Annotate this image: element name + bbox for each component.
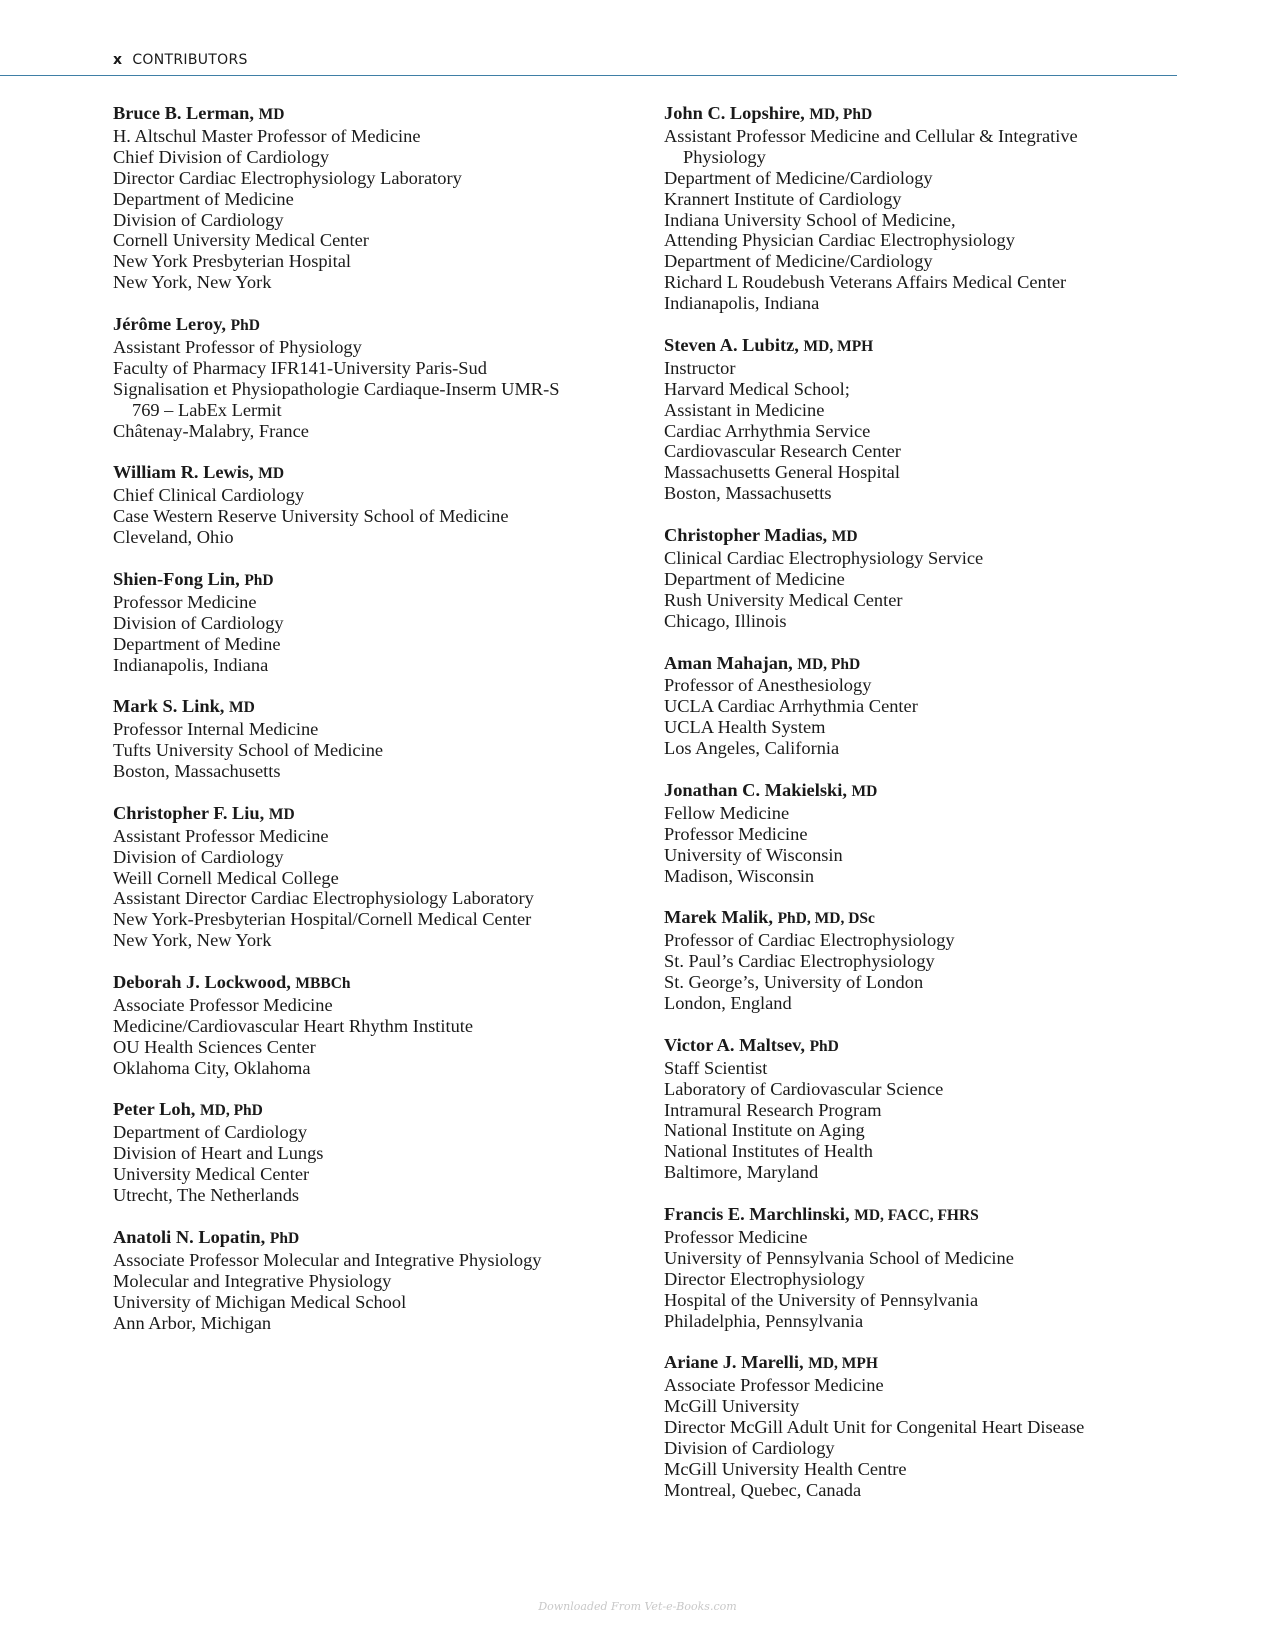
contributor-name: Francis E. Marchlinski, — [664, 1204, 850, 1225]
contributor-credentials: MBBCh — [295, 975, 351, 993]
affiliation-line: Department of Medicine/Cardiology — [664, 167, 933, 188]
contributor-name: Jonathan C. Makielski, — [664, 779, 847, 800]
contributor-entry — [664, 907, 1264, 1014]
affiliation-line: Department of Medicine/Cardiology — [664, 251, 933, 272]
affiliation-line: Laboratory of Cardiovascular Science — [664, 1078, 944, 1099]
contributor-credentials: MD — [851, 782, 878, 800]
contributor-name-line — [664, 335, 1264, 358]
affiliation-line: Montreal, Quebec, Canada — [664, 1479, 862, 1500]
affiliation-line: Department of Medine — [113, 633, 281, 654]
contributor-credentials: MD — [258, 106, 285, 123]
affiliation-line: Madison, Wisconsin — [664, 865, 815, 886]
contributor-entry — [664, 335, 1264, 504]
affiliation-line: St. George’s, University of London — [664, 972, 924, 993]
contributor-entry — [664, 780, 1264, 887]
contributor-entry — [664, 1035, 1264, 1183]
contributor-name: Marek Malik, — [664, 907, 773, 928]
affiliation-line: Assistant Director Cardiac Electrophysiology Laboratory — [113, 888, 534, 909]
affiliation-line: Cardiac Arrhythmia Service — [664, 420, 871, 441]
contributor-entry — [113, 803, 633, 951]
affiliation-line: Signalisation et Physiopathologie Cardiaque-Inserm UMR-S — [113, 378, 560, 399]
affiliation-line: Weill Cornell Medical College — [113, 867, 339, 888]
affiliation-line: St. Paul’s Cardiac Electrophysiology — [664, 951, 935, 972]
affiliation-line: London, England — [664, 992, 792, 1013]
affiliation-line: Faculty of Pharmacy IFR141-University Paris-Sud — [113, 357, 487, 378]
affiliation-line: Cleveland, Ohio — [113, 527, 234, 548]
affiliation-line: Division of Cardiology — [113, 209, 284, 230]
contributor-entry — [664, 103, 1264, 314]
affiliation-line: Philadelphia, Pennsylvania — [664, 1310, 864, 1331]
contributor-entry — [664, 653, 1264, 760]
contributor-name-line — [113, 696, 633, 719]
affiliation-line: Division of Heart and Lungs — [113, 1143, 324, 1164]
contributor-name-line — [664, 1204, 1264, 1227]
contributors-right-column — [664, 103, 1264, 1522]
contributor-name-line — [664, 653, 1264, 676]
affiliation-line: Director Electrophysiology — [664, 1268, 865, 1289]
contributor-credentials: PhD, MD, DSc — [777, 910, 875, 928]
contributor-name: Shien-Fong Lin, — [113, 568, 240, 589]
contributor-name-line — [664, 780, 1264, 803]
affiliation-line: McGill University — [664, 1396, 800, 1417]
contributor-credentials: MD, MPH — [803, 337, 874, 355]
affiliation-line: Harvard Medical School; — [664, 378, 850, 399]
contributor-credentials: MD — [831, 528, 858, 546]
affiliation-line: Director Cardiac Electrophysiology Laboratory — [113, 167, 462, 188]
affiliation-line: Chief Clinical Cardiology — [113, 485, 305, 506]
affiliation-line: Boston, Massachusetts — [664, 483, 832, 504]
contributor-name-line — [113, 462, 633, 485]
contributor-entry — [113, 1227, 633, 1334]
affiliation-line: Assistant Professor Medicine and Cellular & Integrative — [664, 125, 1078, 146]
affiliation-line: Division of Cardiology — [664, 1437, 835, 1458]
contributor-entry — [664, 525, 1264, 632]
footer-watermark: Downloaded From Vet-e-Books.com — [538, 1600, 737, 1613]
affiliation-line: New York-Presbyterian Hospital/Cornell Medical Center — [113, 909, 532, 930]
affiliation-line: Clinical Cardiac Electrophysiology Service — [664, 548, 984, 568]
contributor-name: William R. Lewis, — [113, 462, 254, 483]
contributor-name: Jérôme Leroy, — [113, 314, 227, 335]
affiliation-line: Tufts University School of Medicine — [113, 740, 384, 761]
affiliation-line: National Institute on Aging — [664, 1120, 865, 1141]
contributor-name-line — [664, 907, 1264, 930]
affiliation-line: Professor of Anesthesiology — [664, 675, 872, 696]
contributor-entry — [113, 972, 633, 1079]
contributor-name: John C. Lopshire, — [664, 103, 805, 123]
affiliation-line: Indianapolis, Indiana — [113, 654, 269, 675]
contributor-name-line — [113, 1099, 633, 1122]
contributor-credentials: PhD — [244, 571, 274, 589]
contributor-credentials: MD, PhD — [200, 1102, 263, 1120]
affiliation-line: Division of Cardiology — [113, 846, 284, 867]
affiliation-line: Medicine/Cardiovascular Heart Rhythm Institute — [113, 1015, 474, 1036]
contributor-credentials: MD, FACC, FHRS — [854, 1207, 979, 1225]
contributor-name: Christopher F. Liu, — [113, 802, 265, 823]
affiliation-line: Staff Scientist — [664, 1057, 768, 1078]
affiliation-line: Attending Physician Cardiac Electrophysiology — [664, 230, 1015, 251]
contributor-name-line — [113, 569, 633, 592]
affiliation-line: Director McGill Adult Unit for Congenital Heart Disease — [664, 1417, 1085, 1438]
contributor-name-line — [664, 103, 1264, 126]
contributor-entry — [664, 1352, 1264, 1500]
affiliation-line: UCLA Cardiac Arrhythmia Center — [664, 696, 918, 717]
contributor-name: Mark S. Link, — [113, 696, 225, 717]
affiliation-line: University of Wisconsin — [664, 844, 843, 865]
contributor-name: Aman Mahajan, — [664, 652, 793, 673]
contributor-credentials: MD — [229, 699, 255, 717]
header-rule — [0, 75, 1177, 76]
affiliation-line: Cornell University Medical Center — [113, 230, 369, 251]
contributor-credentials: MD, MPH — [808, 1355, 878, 1373]
contributor-name: Steven A. Lubitz, — [664, 334, 799, 355]
affiliation-line: Associate Professor Medicine — [664, 1375, 884, 1396]
affiliation-line: UCLA Health System — [664, 717, 826, 738]
contributor-name: Christopher Madias, — [664, 525, 828, 546]
affiliation-line: National Institutes of Health — [664, 1141, 873, 1162]
affiliation-line: New York, New York — [113, 272, 272, 293]
affiliation-line: New York Presbyterian Hospital — [113, 251, 352, 272]
affiliation-line: Professor Internal Medicine — [113, 719, 319, 740]
affiliation-line: Oklahoma City, Oklahoma — [113, 1057, 311, 1078]
affiliation-line: Department of Medicine — [664, 568, 845, 589]
contributor-name: Deborah J. Lockwood, — [113, 972, 291, 993]
contributor-entry — [113, 314, 633, 441]
contributor-credentials: MD — [258, 465, 285, 483]
contributor-credentials: PhD — [230, 317, 260, 335]
affiliation-line: Associate Professor Medicine — [113, 994, 333, 1015]
contributor-name-line — [113, 314, 633, 337]
affiliation-line: Division of Cardiology — [113, 612, 284, 633]
contributor-entry — [113, 462, 633, 548]
contributor-credentials: MD — [268, 805, 295, 823]
contributor-entry — [664, 1204, 1264, 1331]
contributor-name-line — [664, 1352, 1264, 1375]
contributor-name-line — [664, 525, 1264, 548]
affiliation-line: Hospital of the University of Pennsylvania — [664, 1289, 979, 1310]
page-number: x — [113, 52, 123, 68]
affiliation-line: Indiana University School of Medicine, — [664, 209, 956, 230]
affiliation-line: Professor Medicine — [113, 591, 257, 612]
contributor-name: Victor A. Maltsev, — [664, 1034, 805, 1055]
affiliation-line: Associate Professor Molecular and Integrative Physiology — [113, 1249, 542, 1270]
affiliation-line: Indianapolis, Indiana — [664, 293, 820, 314]
affiliation-line: Molecular and Integrative Physiology — [113, 1270, 392, 1291]
affiliation-line: University of Michigan Medical School — [113, 1291, 407, 1312]
contributor-name: Peter Loh, — [113, 1099, 196, 1120]
contributor-name-line — [113, 803, 633, 826]
affiliation-line: Case Western Reserve University School of Medicine — [113, 506, 509, 527]
affiliation-line: Department of Medicine — [113, 188, 294, 209]
affiliation-line: Professor Medicine — [664, 1226, 808, 1247]
affiliation-line: Department of Cardiology — [113, 1122, 308, 1143]
affiliation-line: Instructor — [664, 357, 736, 378]
contributor-credentials: PhD — [269, 1229, 300, 1247]
contributor-entry — [113, 696, 633, 782]
affiliation-line: 769 – LabEx Lermit — [132, 399, 282, 420]
contributor-name: Bruce B. Lerman, — [113, 103, 254, 123]
contributor-entry — [113, 103, 633, 293]
affiliation-line: Assistant Professor Medicine — [113, 825, 329, 846]
contributor-name-line — [113, 1227, 633, 1250]
contributor-name-line — [113, 972, 633, 995]
affiliation-line: Boston, Massachusetts — [113, 761, 281, 782]
affiliation-line: Massachusetts General Hospital — [664, 462, 900, 483]
affiliation-line: Los Angeles, California — [664, 738, 840, 759]
affiliation-line: Krannert Institute of Cardiology — [664, 188, 902, 209]
affiliation-line: Professor of Cardiac Electrophysiology — [664, 930, 955, 951]
affiliation-line: Physiology — [683, 146, 766, 167]
affiliation-line: OU Health Sciences Center — [113, 1036, 316, 1057]
contributor-credentials: MD, PhD — [809, 106, 873, 123]
affiliation-line: Richard L Roudebush Veterans Affairs Medical Center — [664, 272, 1067, 293]
contributors-left-column — [113, 103, 633, 1354]
affiliation-line: University Medical Center — [113, 1164, 310, 1185]
affiliation-line: University of Pennsylvania School of Medicine — [664, 1247, 1014, 1268]
affiliation-line: Assistant Professor of Physiology — [113, 336, 362, 357]
affiliation-line: New York, New York — [113, 930, 272, 951]
contributor-entry — [113, 1099, 633, 1206]
running-header — [113, 52, 248, 68]
contributor-credentials: PhD — [809, 1037, 839, 1055]
contributor-name-line — [113, 103, 633, 126]
affiliation-line: McGill University Health Centre — [664, 1458, 907, 1479]
affiliation-line: Chief Division of Cardiology — [113, 146, 330, 167]
affiliation-line: Chicago, Illinois — [664, 610, 787, 631]
affiliation-line: Assistant in Medicine — [664, 399, 825, 420]
contributor-name: Ariane J. Marelli, — [664, 1352, 804, 1373]
affiliation-line: Cardiovascular Research Center — [664, 441, 901, 462]
section-title: CONTRIBUTORS — [132, 52, 248, 68]
affiliation-line: Rush University Medical Center — [664, 589, 903, 610]
affiliation-line: H. Altschul Master Professor of Medicine — [113, 125, 421, 146]
affiliation-line: Professor Medicine — [664, 823, 808, 844]
affiliation-line: Fellow Medicine — [664, 802, 790, 823]
affiliation-line: Baltimore, Maryland — [664, 1162, 819, 1183]
affiliation-line: Châtenay-Malabry, France — [113, 420, 309, 441]
affiliation-line: Intramural Research Program — [664, 1099, 882, 1120]
contributor-name: Anatoli N. Lopatin, — [113, 1226, 266, 1247]
contributor-name-line — [664, 1035, 1264, 1058]
affiliation-line: Utrecht, The Netherlands — [113, 1185, 300, 1206]
contributor-entry — [113, 569, 633, 676]
contributor-credentials: MD, PhD — [797, 655, 861, 673]
affiliation-line: Ann Arbor, Michigan — [113, 1312, 272, 1333]
